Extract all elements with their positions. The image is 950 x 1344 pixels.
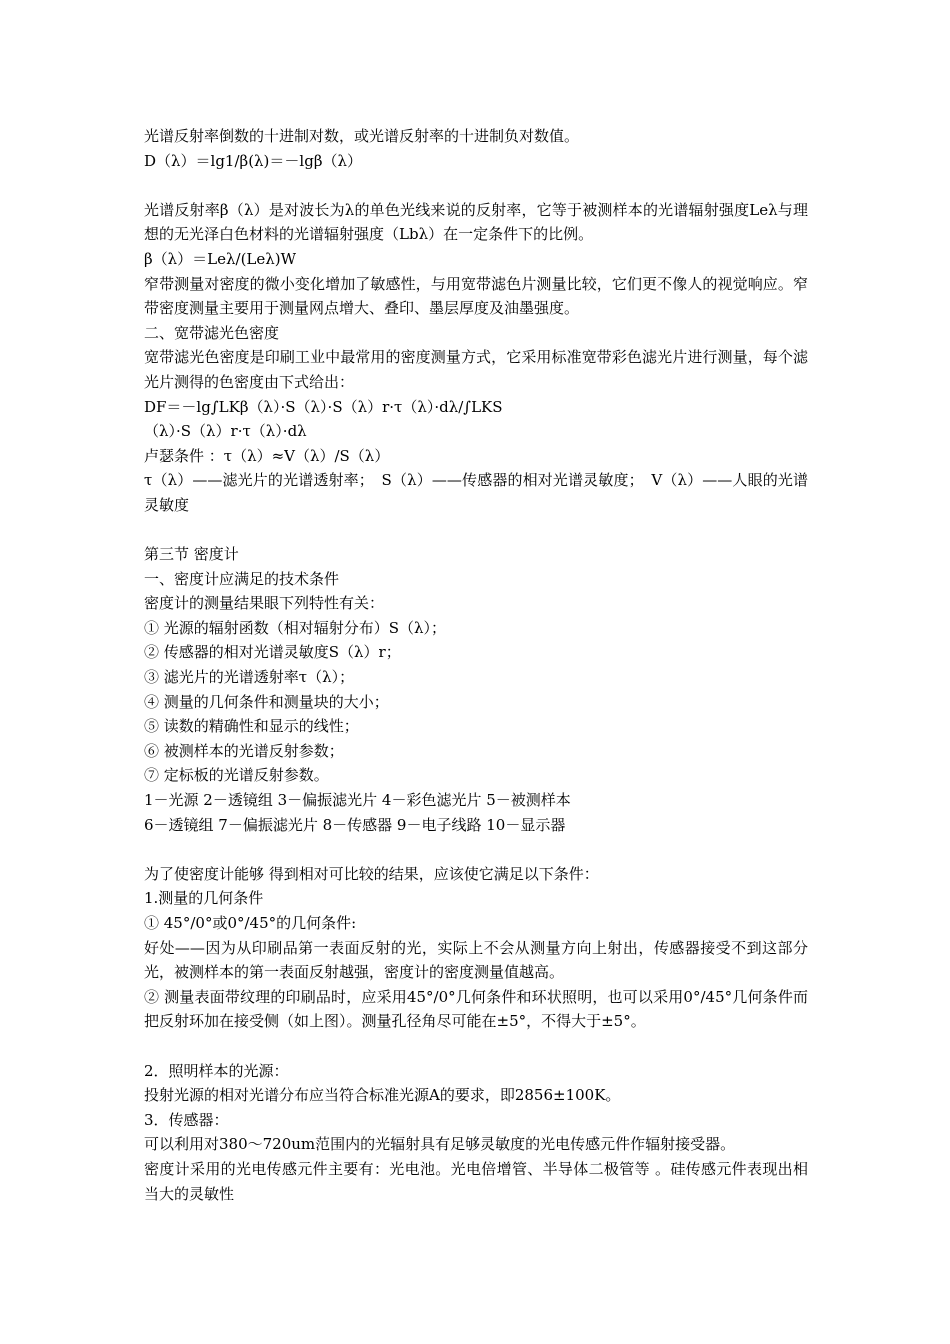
heading-wideband-density: 二、宽带滤光色密度 — [144, 323, 280, 342]
list-item: ② 测量表面带纹理的印刷品时，应采用45°/0°几何条件和环状照明，也可以采用0°/45°几何条件而把反射环加在接受侧（如上图）。测量孔径角尽可能在±5°，不得大于±5°。 — [144, 987, 808, 1031]
list-item: ④ 测量的几何条件和测量块的大小； — [144, 692, 389, 711]
formula-df-line1: DF＝－lg∫LKβ（λ）·S（λ）·S（λ）r·τ（λ）·dλ/∫LKS — [144, 397, 503, 416]
list-item: ⑦ 定标板的光谱反射参数。 — [144, 766, 329, 785]
heading-sensor: 3．传感器： — [144, 1110, 229, 1129]
blank-line — [144, 173, 808, 198]
formula-df-line2: （λ）·S（λ）r·τ（λ）·dλ — [144, 422, 307, 441]
paragraph-narrowband: 窄带测量对密度的微小变化增加了敏感性，与用宽带滤色片测量比较，它们更不像人的视觉响应。窄带密度测量主要用于测量网点增大、叠印、墨层厚度及油墨强度。 — [144, 274, 808, 318]
paragraph-geometry-benefit: 好处——因为从印刷品第一表面反射的光，实际上不会从测量方向上射出，传感器接受不到这部分光，被测样本的第一表面反射越强，密度计的密度测量值越高。 — [144, 938, 808, 982]
paragraph-conditions-intro: 为了使密度计能够 得到相对可比较的结果，应该使它满足以下条件： — [144, 864, 599, 883]
heading-technical-conditions: 一、密度计应满足的技术条件 — [144, 569, 340, 588]
paragraph-light-source: 投射光源的相对光谱分布应当符合标准光源A的要求，即2856±100K。 — [144, 1086, 621, 1105]
list-item: ② 传感器的相对光谱灵敏度S（λ）r； — [144, 643, 401, 662]
formula-reflectance: β（λ）＝Leλ/(Leλ)W — [144, 249, 297, 268]
paragraph-sensor-types: 密度计采用的光电传感元件主要有：光电池。光电倍增管、半导体二极管等 。硅传感元件表现出相当大的灵敏性 — [144, 1159, 808, 1203]
component-legend-line2: 6－透镜组 7－偏振滤光片 8－传感器 9－电子线路 10－显示器 — [144, 815, 566, 834]
paragraph-spectral-reflectance: 光谱反射率β（λ）是对波长为λ的单色光线来说的反射率，它等于被测样本的光谱辐射强度Leλ与理想的无光泽白色材料的光谱辐射强度（Lbλ）在一定条件下的比例。 — [144, 200, 808, 244]
formula-density: D（λ）＝lg1/β(λ)＝－lgβ（λ） — [144, 151, 362, 170]
list-item: ③ 滤光片的光谱透射率τ（λ）； — [144, 668, 355, 687]
paragraph-sensor: 可以利用对380～720um范围内的光辐射具有足够灵敏度的光电传感元件作辐射接受器。 — [144, 1135, 736, 1154]
paragraph-wideband: 宽带滤光色密度是印刷工业中最常用的密度测量方式，它采用标准宽带彩色滤光片进行测量，每个滤光片测得的色密度由下式给出： — [144, 348, 808, 391]
paragraph-density-definition: 光谱反射率倒数的十进制对数，或光谱反射率的十进制负对数值。 — [144, 127, 580, 145]
blank-line — [144, 837, 808, 862]
component-legend-line1: 1－光源 2－透镜组 3－偏振滤光片 4－彩色滤光片 5－被测样本 — [144, 791, 571, 810]
paragraph-symbol-definitions: τ（λ）——滤光片的光谱透射率； S（λ）——传感器的相对光谱灵敏度； V（λ）——人眼的光谱灵敏度 — [144, 471, 808, 514]
list-item: ⑤ 读数的精确性和显示的线性； — [144, 717, 359, 736]
blank-line — [144, 518, 808, 543]
heading-light-source: 2．照明样本的光源： — [144, 1061, 289, 1080]
luther-condition: 卢瑟条件 ：τ（λ）≈V（λ）/S（λ） — [144, 446, 390, 465]
list-item: ① 光源的辐射函数（相对辐射分布）S（λ）； — [144, 618, 447, 637]
blank-line — [144, 1034, 808, 1059]
section-heading-densitometer: 第三节 密度计 — [144, 545, 239, 564]
heading-geometry: 1.测量的几何条件 — [144, 889, 264, 908]
list-item: ⑥ 被测样本的光谱反射参数； — [144, 741, 344, 760]
document-body — [144, 124, 808, 1206]
paragraph-characteristics-intro: 密度计的测量结果眼下列特性有关： — [144, 594, 385, 613]
list-item: ① 45°/0°或0°/45°的几何条件: — [144, 914, 357, 932]
